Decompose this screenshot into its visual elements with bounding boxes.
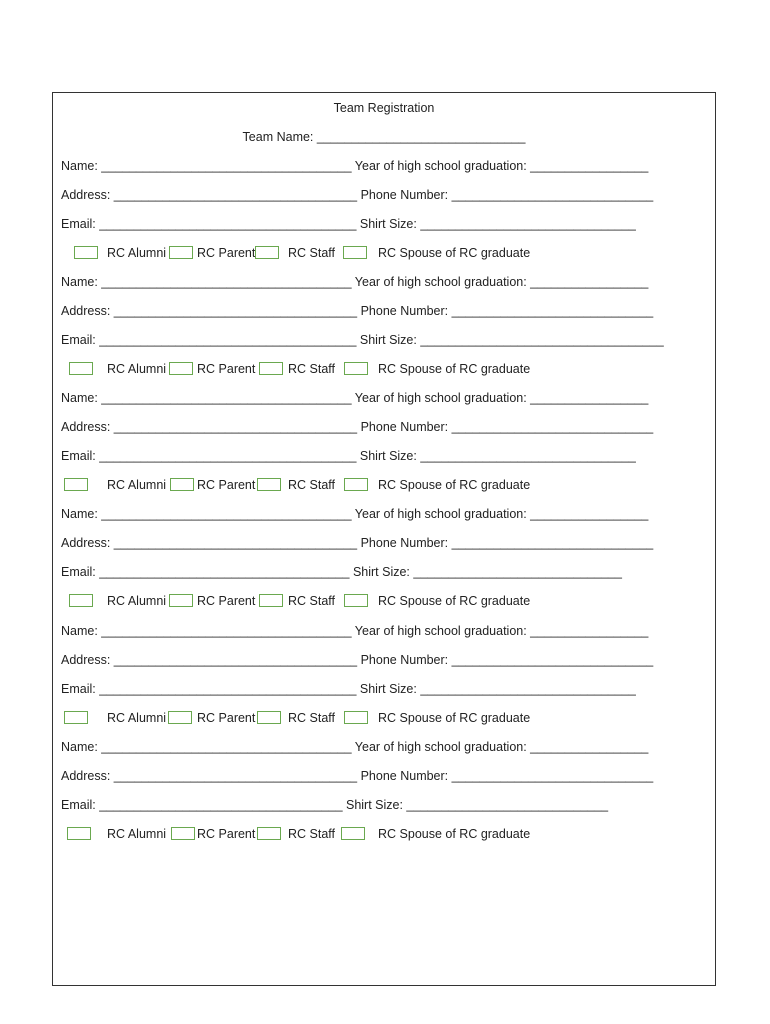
rc-alumni-checkbox[interactable] (67, 827, 91, 840)
rc-staff-checkbox[interactable] (259, 594, 283, 607)
address-field[interactable]: Address: ___________________________________ Phone Number: _____________________________ (61, 304, 654, 318)
rc-staff-checkbox[interactable] (257, 478, 281, 491)
rc-staff-label: RC Staff (288, 246, 336, 260)
email-field[interactable]: Email: ___________________________________ Shirt Size: _____________________________ (61, 798, 609, 812)
email-field[interactable]: Email: _____________________________________ Shirt Size: _______________________________ (61, 682, 636, 696)
rc-parent-label: RC Parent (197, 478, 256, 492)
rc-spouse-checkbox[interactable] (344, 478, 368, 491)
address-field[interactable]: Address: ___________________________________ Phone Number: _____________________________ (61, 769, 654, 783)
email-field[interactable]: Email: _____________________________________ Shirt Size: _______________________________ (61, 217, 636, 231)
name-field[interactable]: Name: ____________________________________ Year of high school graduation: _________________ (61, 275, 649, 289)
rc-parent-label: RC Parent (197, 362, 256, 376)
rc-staff-checkbox[interactable] (255, 246, 279, 259)
rc-spouse-checkbox[interactable] (344, 711, 368, 724)
rc-spouse-checkbox[interactable] (341, 827, 365, 840)
rc-alumni-checkbox[interactable] (64, 478, 88, 491)
rc-alumni-label: RC Alumni (107, 362, 167, 376)
rc-parent-label: RC Parent (197, 827, 256, 841)
rc-staff-label: RC Staff (288, 711, 336, 725)
rc-spouse-checkbox[interactable] (343, 246, 367, 259)
team-name-field[interactable]: Team Name: ______________________________ (242, 130, 526, 144)
rc-spouse-label: RC Spouse of RC graduate (378, 711, 531, 725)
rc-staff-label: RC Staff (288, 362, 336, 376)
rc-alumni-label: RC Alumni (107, 478, 167, 492)
address-field[interactable]: Address: ___________________________________ Phone Number: _____________________________ (61, 188, 654, 202)
rc-parent-checkbox[interactable] (168, 711, 192, 724)
rc-parent-checkbox[interactable] (170, 478, 194, 491)
address-field[interactable]: Address: ___________________________________ Phone Number: _____________________________ (61, 536, 654, 550)
address-field[interactable]: Address: ___________________________________ Phone Number: _____________________________ (61, 653, 654, 667)
email-field[interactable]: Email: ____________________________________ Shirt Size: ______________________________ (61, 565, 622, 579)
rc-alumni-checkbox[interactable] (69, 362, 93, 375)
address-field[interactable]: Address: ___________________________________ Phone Number: _____________________________ (61, 420, 654, 434)
rc-parent-checkbox[interactable] (169, 246, 193, 259)
rc-alumni-label: RC Alumni (107, 827, 167, 841)
name-field[interactable]: Name: ____________________________________ Year of high school graduation: _________________ (61, 624, 649, 638)
rc-staff-checkbox[interactable] (257, 827, 281, 840)
rc-alumni-checkbox[interactable] (69, 594, 93, 607)
name-field[interactable]: Name: ____________________________________ Year of high school graduation: _________________ (61, 391, 649, 405)
rc-spouse-label: RC Spouse of RC graduate (378, 478, 531, 492)
rc-staff-label: RC Staff (288, 827, 336, 841)
rc-alumni-label: RC Alumni (107, 594, 167, 608)
rc-staff-label: RC Staff (288, 478, 336, 492)
name-field[interactable]: Name: ____________________________________ Year of high school graduation: _________________ (61, 507, 649, 521)
form-title: Team Registration (333, 101, 435, 115)
rc-spouse-label: RC Spouse of RC graduate (378, 362, 531, 376)
rc-spouse-checkbox[interactable] (344, 362, 368, 375)
name-field[interactable]: Name: ____________________________________ Year of high school graduation: _________________ (61, 159, 649, 173)
rc-spouse-checkbox[interactable] (344, 594, 368, 607)
rc-staff-checkbox[interactable] (259, 362, 283, 375)
rc-alumni-label: RC Alumni (107, 711, 167, 725)
rc-parent-checkbox[interactable] (169, 594, 193, 607)
rc-staff-label: RC Staff (288, 594, 336, 608)
rc-alumni-checkbox[interactable] (64, 711, 88, 724)
email-field[interactable]: Email: _____________________________________ Shirt Size: ___________________________________ (61, 333, 664, 347)
rc-parent-label: RC Parent (197, 246, 256, 260)
email-field[interactable]: Email: _____________________________________ Shirt Size: _______________________________ (61, 449, 636, 463)
rc-spouse-label: RC Spouse of RC graduate (378, 246, 531, 260)
rc-parent-label: RC Parent (197, 594, 256, 608)
rc-spouse-label: RC Spouse of RC graduate (378, 827, 531, 841)
name-field[interactable]: Name: ____________________________________ Year of high school graduation: _________________ (61, 740, 649, 754)
rc-parent-label: RC Parent (197, 711, 256, 725)
rc-staff-checkbox[interactable] (257, 711, 281, 724)
rc-parent-checkbox[interactable] (169, 362, 193, 375)
rc-alumni-checkbox[interactable] (74, 246, 98, 259)
rc-alumni-label: RC Alumni (107, 246, 167, 260)
registration-form (52, 92, 716, 986)
rc-spouse-label: RC Spouse of RC graduate (378, 594, 531, 608)
rc-parent-checkbox[interactable] (171, 827, 195, 840)
